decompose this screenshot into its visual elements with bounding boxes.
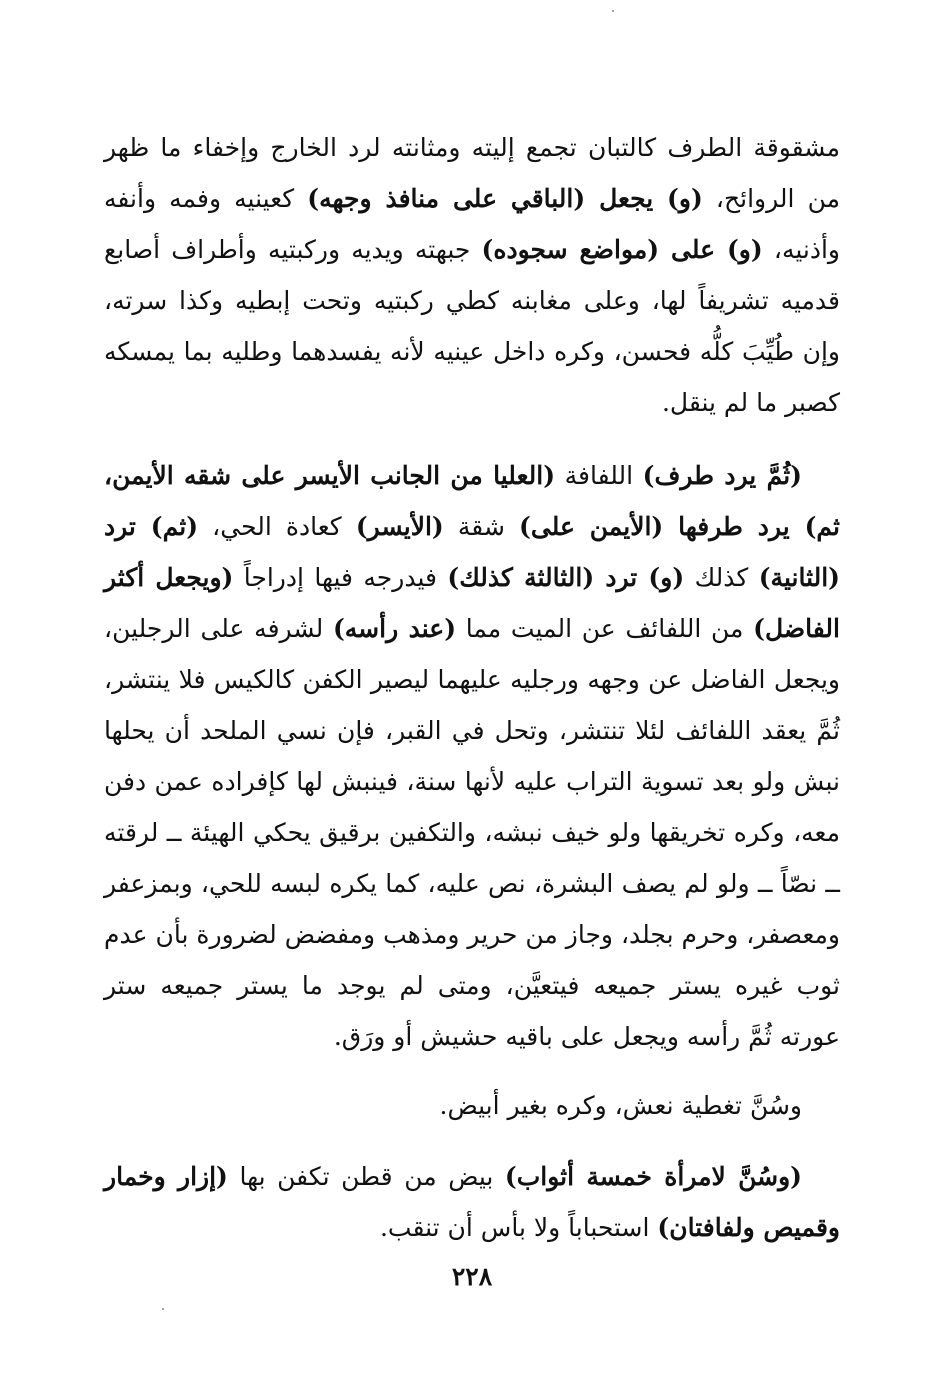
text-run: شقة (443, 512, 520, 541)
paragraph-2 (104, 450, 840, 1062)
text-run-bold: (ثُمَّ يرد طرف) (642, 461, 803, 490)
text-run: بيض من قطن تكفن بها (227, 1162, 505, 1191)
text-run-bold: (ويجعل أكثر الفاضل) (104, 563, 840, 643)
text-run: من اللفائف عن الميت مما (456, 614, 754, 643)
paragraph-3 (104, 1080, 840, 1131)
text-run-bold: (و) يجعل (الباقي على منافذ وجهه) (307, 184, 703, 213)
scan-speck (612, 10, 614, 12)
text-run-bold: (ثم) ترد (الثانية) (104, 512, 841, 592)
paragraph-1 (104, 122, 840, 428)
page-number: ٢٢٨ (451, 1262, 493, 1291)
text-run-bold: (إزار وخمار وقميص ولفافتان) (104, 1162, 840, 1242)
paragraph-4 (104, 1151, 840, 1253)
text-run: كعينيه وفمه وأنفه وأذنيه، (104, 184, 841, 264)
body-text (104, 122, 840, 1253)
text-run: لشرفه على الرجلين، ويجعل الفاضل عن وجهه ورجليه عليهما ليصير الكفن كالكيس فلا ينتشر، ثُمَّ يعقد اللفائف لئلا تنتشر، وتحل في القبر، فإن نسي الملحد أن يحلها نبش ولو بعد تسوية التراب عليه لأنها سنة، فينبش لها كإفراده عمن دفن معه، وكره تخريقها ولو خيف نبشه، والتكفين برقيق يحكي الهيئة ــ لرقته ــ نصّاً ــ ولو لم يصف البشرة، نص عليه، كما يكره لبسه للحي، وبمزعفر ومعصفر، وحرم بجلد، وجاز من حرير ومذهب ومفضض لضرورة بأن عدم ثوب غيره يستر جميعه فيتعيَّن، ومتى لم يوجد ما يستر جميعه ستر عورته ثُمَّ رأسه ويجعل على باقيه حشيش أو ورَق. (104, 614, 840, 1051)
text-run: مشقوقة الطرف كالتبان تجمع إليته ومثانته لرد الخارج وإخفاء ما ظهر من الروائح، (104, 133, 840, 213)
text-run-bold: (عند رأسه) (332, 614, 457, 643)
text-run-bold: (و) على (مواضع سجوده) (481, 235, 763, 264)
scan-speck (162, 1308, 164, 1310)
text-run-bold: (العليا من الجانب الأيسر على شقه الأيمن، ثم) يرد طرفها (الأيمن على) (104, 461, 841, 541)
text-run: فيدرجه فيها إدراجاً (233, 563, 448, 592)
text-run-bold: (الأيسر) (355, 512, 444, 541)
text-run: كذلك (684, 563, 759, 592)
text-run: وسُنَّ تغطية نعش، وكره بغير أبيض. (439, 1091, 802, 1120)
text-run: اللفافة (555, 461, 643, 490)
text-run: جبهته ويديه وركبتيه وأطراف أصابع قدميه تشريفاً لها، وعلى مغابنه كطي ركبتيه وتحت إبطيه وكذا سرته، وإن طُيِّبَ كلُّه فحسن، وكره داخل عينيه لأنه يفسدهما وطليه بما يمسكه كصبر ما لم ينقل. (104, 235, 840, 417)
text-run: كعادة الحي، (198, 512, 356, 541)
text-run-bold: (وسُنَّ لامرأة خمسة أثواب) (504, 1162, 803, 1191)
text-run-bold: (و) ترد (الثالثة كذلك) (447, 563, 685, 592)
text-run: استحباباً ولا بأس أن تنقب. (379, 1213, 658, 1242)
